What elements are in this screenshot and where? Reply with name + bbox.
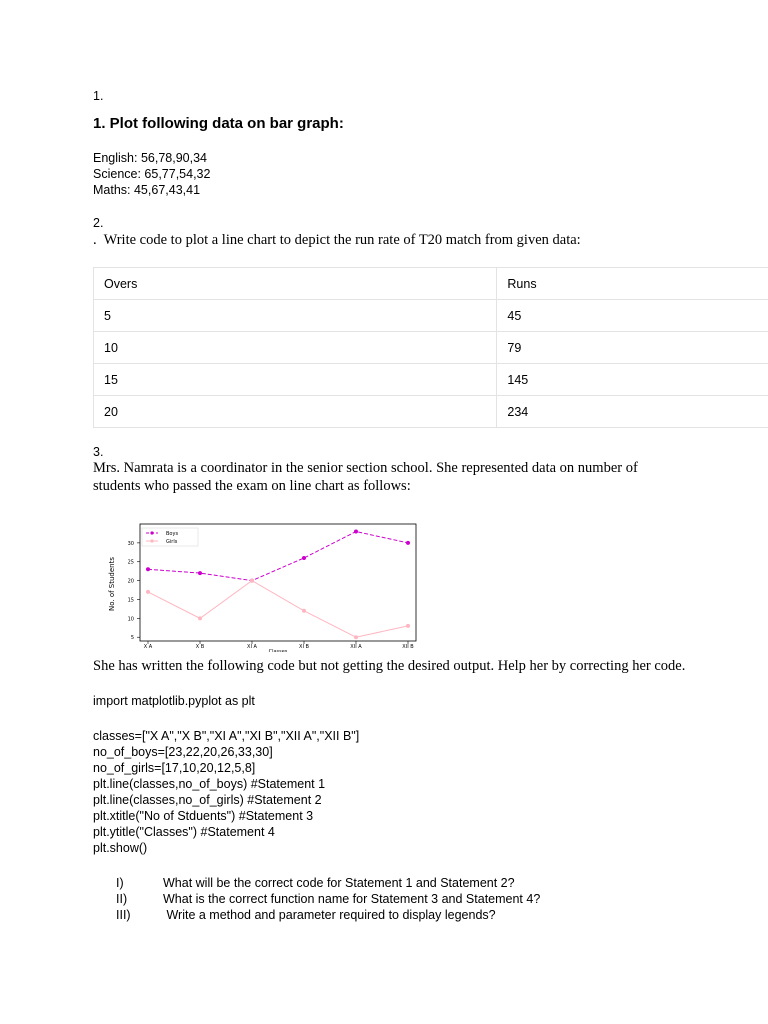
data-point-girls [406,624,410,628]
code-block [93,728,359,856]
x-tick-label: XII A [350,644,362,650]
data-point-girls [250,579,254,583]
q2-number: 2. [93,216,104,230]
x-tick-label: XI A [247,644,257,650]
y-tick-label: 10 [127,616,134,623]
cell-overs: 15 [94,364,497,396]
cell-runs: 79 [497,332,768,364]
q3-after-chart: She has written the following code but not getting the desired output. Help her by correcting her code. [93,658,686,674]
cell-overs: 5 [94,300,497,332]
x-tick-label: XI B [299,644,309,650]
y-axis-label: No. of Students [108,556,116,612]
cell-runs: 145 [497,364,768,396]
y-tick-label: 25 [127,559,134,566]
code-line: no_of_girls=[17,10,20,12,5,8] [93,761,256,775]
table-row [94,300,768,332]
data-point-boys [198,571,202,575]
y-tick-label: 30 [127,540,134,547]
q1-line-english: English: 56,78,90,34 [93,151,207,165]
q3-intro-line-2: students who passed the exam on line chart as follows: [93,478,411,494]
code-line: plt.xtitle("No of Stduents") #Statement 3 [93,809,314,823]
cell-runs: 45 [497,300,768,332]
q2-prompt: . Write code to plot a line chart to depict the run rate of T20 match from given data: [93,232,581,248]
x-tick-label: X B [195,644,205,650]
cell-overs: 10 [94,332,497,364]
cell-overs: 20 [94,396,497,428]
table-row [94,364,768,396]
table-row [94,332,768,364]
header-overs: Overs [94,268,497,300]
data-point-girls [198,616,202,620]
code-line: plt.ytitle("Classes") #Statement 4 [93,825,275,839]
subq-2-number: II) [116,892,128,906]
data-point-boys [146,567,150,571]
q1-line-science: Science: 65,77,54,32 [93,167,211,181]
q1-heading: 1. Plot following data on bar graph: [93,115,344,132]
code-line: classes=["X A","X B","XI A","XI B","XII A","XII B"] [93,729,360,743]
x-axis-label: Classes [268,649,288,652]
subq-1-number: I) [116,876,124,890]
legend-girls-marker [150,539,153,542]
table-row [94,396,768,428]
legend-girls-label: Girls [166,539,178,545]
q1-number: 1. [93,89,104,103]
subq-3-text: Write a method and parameter required to display legends? [163,908,496,922]
cell-runs: 234 [497,396,768,428]
code-import-line: import matplotlib.pyplot as plt [93,694,255,708]
table-header-row [94,268,768,300]
data-point-girls [146,590,150,594]
header-runs: Runs [497,268,768,300]
y-tick-label: 5 [130,635,134,642]
q3-number: 3. [93,445,104,459]
legend-boys-marker [150,531,153,534]
data-point-boys [406,541,410,545]
code-line: plt.show() [93,841,148,855]
data-point-boys [354,530,358,534]
data-point-girls [354,635,358,639]
x-tick-label: XII B [402,644,414,650]
y-tick-label: 15 [127,597,134,604]
q3-intro-line-1: Mrs. Namrata is a coordinator in the senior section school. She represented data on number of [93,460,638,476]
chart-legend [142,528,198,546]
subq-1-text: What will be the correct code for Statement 1 and Statement 2? [163,876,515,890]
subq-2-text: What is the correct function name for Statement 3 and Statement 4? [163,892,541,906]
runs-table [93,267,768,428]
data-point-boys [302,556,306,560]
legend-boys-label: Boys [166,531,179,537]
q1-data-lines [93,150,210,198]
data-point-girls [302,609,306,613]
students-line-chart [94,512,446,652]
y-tick-label: 20 [127,578,134,585]
x-tick-label: X A [143,644,153,650]
code-line: no_of_boys=[23,22,20,26,33,30] [93,745,273,759]
code-line: plt.line(classes,no_of_boys) #Statement 1 [93,777,326,791]
q1-line-maths: Maths: 45,67,43,41 [93,183,201,197]
subq-3-number: III) [116,908,131,922]
code-line: plt.line(classes,no_of_girls) #Statement 2 [93,793,322,807]
